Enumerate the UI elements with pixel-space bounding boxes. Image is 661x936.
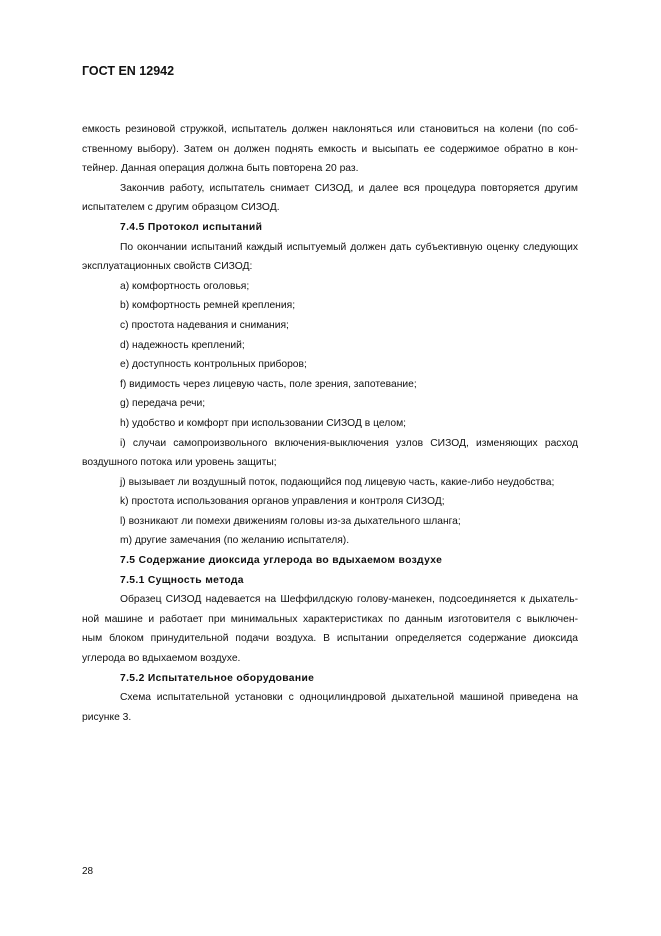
list-item: i) случаи самопроизвольного включения-выключения узлов СИЗОД, изменяющих расход <box>120 437 578 449</box>
text-line: воздушного потока или уровень защиты; <box>82 457 277 469</box>
text-line: рисунке 3. <box>82 711 132 723</box>
list-item: g) передача речи; <box>120 398 206 410</box>
text-line: углерода во вдыхаемом воздухе. <box>82 653 241 665</box>
list-item: f) видимость через лицевую часть, поле зрения, запотевание; <box>120 378 417 390</box>
list-item: j) вызывает ли воздушный поток, подающийся под лицевую часть, какие-либо неудобства; <box>120 476 555 488</box>
list-item: k) простота использования органов управления и контроля СИЗОД; <box>120 496 445 508</box>
section-heading-7-5: 7.5 Содержание диоксида углерода во вдыхаемом воздухе <box>120 555 443 567</box>
document-header: ГОСТ EN 12942 <box>82 64 175 78</box>
page-number: 28 <box>82 866 94 877</box>
section-heading-7-5-1: 7.5.1 Сущность метода <box>120 574 244 586</box>
text-line: ной машине и работает при минимальных характеристиках по данным изготовителя с выключен- <box>82 613 578 625</box>
list-item: a) комфортность оголовья; <box>120 280 250 292</box>
list-item: m) другие замечания (по желанию испытателя). <box>120 535 350 547</box>
list-item: c) простота надевания и снимания; <box>120 319 289 331</box>
text-line: Схема испытательной установки с одноцилиндровой дыхательной машиной приведена на <box>120 692 578 704</box>
list-item: l) возникают ли помехи движениям головы из-за дыхательного шланга; <box>120 515 461 527</box>
section-heading-7-4-5: 7.4.5 Протокол испытаний <box>120 221 263 233</box>
text-line: Образец СИЗОД надевается на Шеффилдскую голову-манекен, подсоединяется к дыхатель- <box>120 594 578 606</box>
text-line: испытателем с другим образцом СИЗОД. <box>82 202 280 214</box>
document-body <box>82 120 578 727</box>
section-heading-7-5-2: 7.5.2 Испытательное оборудование <box>120 672 315 684</box>
text-line: тейнер. Данная операция должна быть повторена 20 раз. <box>82 163 359 175</box>
list-item: h) удобство и комфорт при использовании СИЗОД в целом; <box>120 417 407 429</box>
list-item: d) надежность креплений; <box>120 339 245 351</box>
text-line: эксплуатационных свойств СИЗОД: <box>82 261 253 273</box>
text-line: Закончив работу, испытатель снимает СИЗОД, и далее вся процедура повторяется другим <box>120 182 578 194</box>
text-line: По окончании испытаний каждый испытуемый должен дать субъективную оценку следующих <box>120 241 578 253</box>
list-item: b) комфортность ремней крепления; <box>120 300 296 312</box>
text-line: ственному выбору). Затем он должен поднять емкость и высыпать ее содержимое обратно в кон- <box>82 143 578 155</box>
text-line: емкость резиновой стружкой, испытатель должен наклоняться или становиться на колени (по соб- <box>82 124 578 135</box>
text-line: ным блоком принудительной подачи воздуха. В испытании определяется содержание диоксида <box>82 633 578 645</box>
list-item: e) доступность контрольных приборов; <box>120 359 307 371</box>
